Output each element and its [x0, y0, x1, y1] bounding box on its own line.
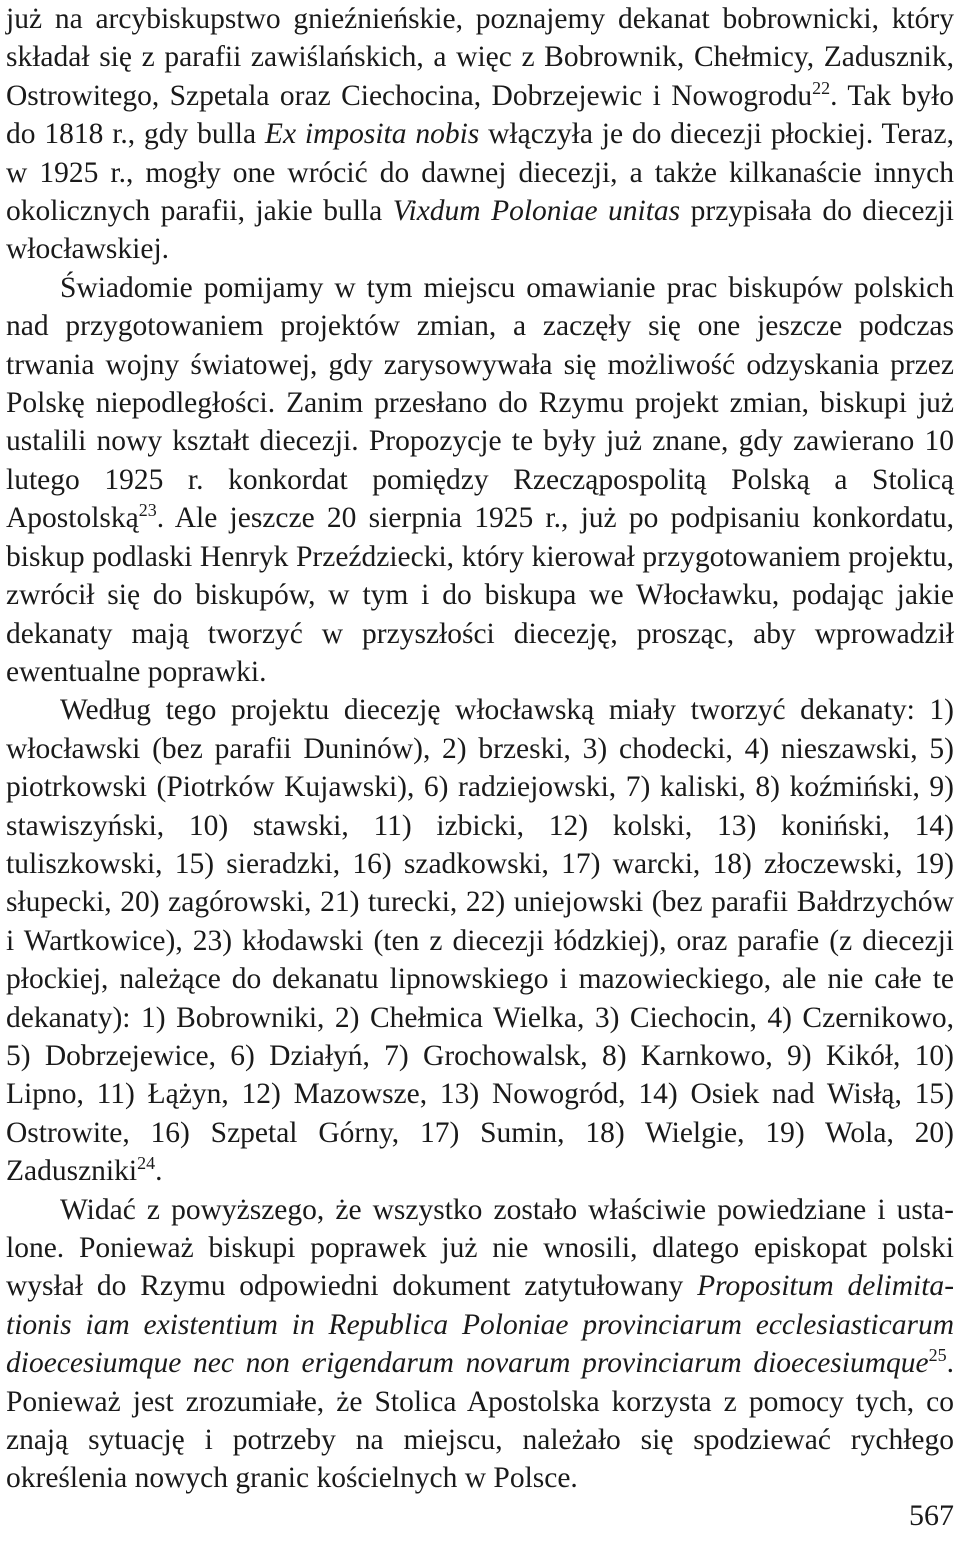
italic-title: Vixdum Poloniae unitas	[392, 195, 681, 228]
page-number: 567	[909, 1499, 954, 1532]
text-run: przypisała do diecezji włocławskiej.	[6, 195, 954, 266]
paragraph-3	[6, 691, 954, 1190]
text-run: Świadomie pomijamy w tym miejscu omawianie prac biskupów polskich nad przygotowaniem projektów zmian, a zaczęły się one jeszcze podczas trwania wojny światowej, gdy zarysowywała się możliwość odzyskania przez Polskę niepodległości. Zanim przesłano do Rzymu projekt zmian, biskupi już ustalili nowy kształt diecezji. Propozycje te były już znane, gdy zawierano 10 lutego 1925 r. konkordat pomiędzy Rzecząpospolitą Polską a Stolicą Apostolską	[6, 271, 954, 535]
text-run: włączyła je do diecezji płockiej. Teraz, w 1925 r., mogły one wrócić do dawnej diecezji, a także kilkanaście innych okolicznych parafii, jakie bulla	[6, 118, 954, 228]
italic-title: Ex imposita nobis	[264, 118, 480, 151]
paragraph-4	[6, 1191, 954, 1498]
footnote-ref: 23	[138, 500, 157, 521]
page-body	[6, 0, 954, 1498]
text-run: już na arcybiskupstwo gnieźnieńskie, poznajemy dekanat bobrownicki, który składał się z parafii zawiślańskich, a więc z Bobrownik, Chełmicy, Zadusznik, Ostrowitego, Szpetala oraz Ciechocina, Dobrzejewic i Nowogrodu	[6, 3, 954, 112]
paragraph-1	[6, 0, 954, 269]
footnote-ref: 25	[928, 1345, 947, 1366]
footnote-ref: 22	[812, 77, 831, 98]
text-run: . Tak było do 1818 r., gdy bulla	[6, 79, 955, 151]
text-run: Widać z powyższego, że wszystko zostało właściwie powiedziane i ustalone. Ponieważ biskupi poprawek już nie wnosili, dlatego episkopat polski wysłał do Rzymu odpowiedni dokument zatytułowany	[6, 1193, 954, 1303]
footnote-ref: 24	[137, 1153, 156, 1174]
paragraph-2	[6, 269, 954, 691]
text-run: .	[155, 1155, 163, 1188]
text-run: . Ale jeszcze 20 sierpnia 1925 r., już po podpisaniu konkordatu, biskup podlaski Henryk Przeździecki, który kierował przygotowaniem projektu, zwrócił się do biskupów, w tym i do biskupa we Włocławku, podając jakie dekanaty mają tworzyć w przyszłości diecezję, prosząc, aby wprowadził ewentualne poprawki.	[6, 502, 954, 688]
text-run: Według tego projektu diecezję włocławską miały tworzyć dekanaty: 1) włocławski (bez parafii Duninów), 2) brzeski, 3) chodecki, 4) nieszawski, 5) piotrkowski (Piotrków Kujawski), 6) radziejowski, 7) kaliski, 8) koźmiński, 9) stawiszyński, 10) stawski, 11) izbicki, 12) kolski, 13) koniński, 14) tuliszkowski, 15) sieradzki, 16) szadkowski, 17) warcki, 18) złoczewski, 19) słupecki, 20) zagórowski, 21) turecki, 22) uniejowski (bez parafii Bałdrzychów i Wartkowice), 23) kłodawski (ten z diecezji łódzkiej), oraz parafie (z diecezji płockiej, należące do dekanatu lipnowskiego i mazowieckiego, ale nie całe te dekanaty): 1) Bobrowniki, 2) Chełmica Wielka, 3) Ciechocin, 4) Czernikowo, 5) Dobrzejewice, 6) Działyń, 7) Grochowalsk, 8) Karnkowo, 9) Kikół, 10) Lipno, 11) Łążyn, 12) Mazowsze, 13) Nowogród, 14) Osiek nad Wisłą, 15) Ostrowite, 16) Szpetal Górny, 17) Sumin, 18) Wielgie, 19) Wola, 20) Zaduszniki	[6, 694, 954, 1188]
italic-title: Propositum delimitationis iam existentium in Republica Poloniae provinciarum ecclesiasticarum dioecesiumque nec non erigendarum novarum provinciarum dioecesiumque	[6, 1270, 955, 1380]
text-run: . Ponieważ jest zrozumiałe, że Stolica Apostolska korzysta z pomocy tych, co znają sytuację i potrzeby na miejscu, należało się spodziewać rychłego określenia nowych granic kościelnych w Polsce.	[6, 1347, 954, 1495]
